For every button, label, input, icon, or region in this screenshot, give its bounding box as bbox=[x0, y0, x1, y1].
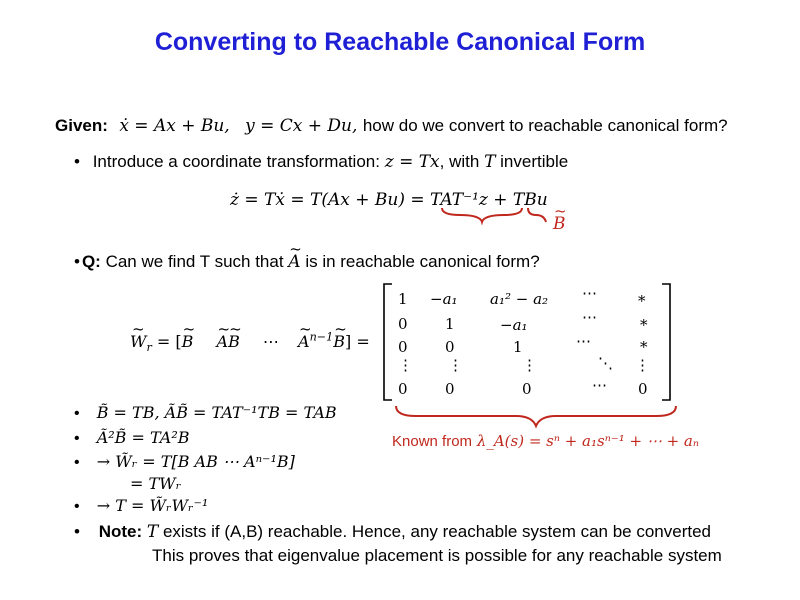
bullet-dot: • bbox=[74, 454, 80, 471]
bullet-b-tilde bbox=[74, 403, 337, 423]
wr-equation: ~ $W_r$ = [~ B ~ A~ B ⋯ ~ $A^{n-1}\sim$ B] = bbox=[130, 332, 370, 351]
state-equation: ẋ = Ax + Bu, bbox=[119, 116, 230, 136]
page-title: Converting to Reachable Canonical Form bbox=[154, 28, 646, 56]
q-label: Q: bbox=[81, 252, 101, 271]
underbrace-group bbox=[440, 205, 550, 227]
matrix-cell: * bbox=[640, 338, 648, 356]
matrix-cell: 1 bbox=[513, 338, 523, 356]
matrix-cell: 1 bbox=[445, 315, 455, 333]
bullet-text-tail-pre: , with bbox=[439, 152, 480, 171]
matrix-cell: 0 bbox=[398, 338, 408, 356]
wr-exponent: n−1 bbox=[309, 330, 334, 344]
matrix-cell: ⋮ bbox=[448, 356, 463, 374]
wr-col-b: ~ B bbox=[182, 332, 194, 351]
given-question: how do we convert to reachable canonical form? bbox=[362, 116, 728, 135]
matrix-underbrace bbox=[392, 404, 682, 430]
matrix-underbrace-path bbox=[396, 406, 676, 426]
right-bracket bbox=[662, 284, 670, 400]
matrix-cell: ⋯ bbox=[582, 284, 597, 302]
bullet-a2-b bbox=[74, 428, 190, 448]
note-line bbox=[74, 522, 711, 542]
matrix-cell: * bbox=[638, 292, 646, 310]
bullet-equation: B̃ = TB, ÃB̃ = TAT⁻¹TB = TAB bbox=[96, 403, 337, 422]
bullet-coordinate-transform bbox=[74, 152, 568, 172]
bullet-dot: • bbox=[74, 252, 80, 271]
bullet-dot: • bbox=[74, 405, 80, 422]
matrix-cell: −a₁ bbox=[500, 316, 528, 334]
note-label: Note: bbox=[98, 522, 143, 541]
bullet-wr-tilde bbox=[74, 452, 295, 472]
matrix-cell: 0 bbox=[445, 380, 455, 398]
matrix-cell: a₁² − a₂ bbox=[490, 290, 549, 308]
bullet-text: Introduce a coordinate transformation: bbox=[92, 152, 380, 171]
bullet-question bbox=[74, 252, 540, 272]
note-line-2: This proves that eigenvalue placement is possible for any reachable system bbox=[152, 546, 722, 565]
bullet-dot: • bbox=[74, 430, 80, 447]
left-bracket bbox=[384, 284, 392, 400]
bullet-t-formula bbox=[74, 496, 208, 516]
output-equation: y = Cx + Du, bbox=[245, 116, 358, 136]
matrix-cell: 1 bbox=[398, 290, 408, 308]
q-text: Can we find T such that bbox=[105, 252, 284, 271]
matrix-cell: 0 bbox=[398, 380, 408, 398]
matrix-cell: * bbox=[640, 316, 648, 334]
bullet-equation: = TWᵣ bbox=[130, 474, 182, 493]
z-dot-equation: ż = Tẋ = T(Ax + Bu) = TAT⁻¹z + TBu bbox=[230, 190, 548, 210]
given-label: Given: bbox=[55, 116, 108, 135]
given-line bbox=[55, 116, 728, 136]
underbrace-b-tilde bbox=[528, 208, 546, 222]
matrix-cell: −a₁ bbox=[430, 290, 458, 308]
bullet-text-tail-var: T bbox=[484, 152, 496, 172]
wr-lhs: ~ W bbox=[130, 332, 146, 351]
matrix-cell: ⋯ bbox=[592, 376, 607, 394]
bullet-text-tail-post: invertible bbox=[500, 152, 569, 171]
char-poly-equation: λ_A(s) = sⁿ + a₁sⁿ⁻¹ + ⋯ + aₙ bbox=[476, 432, 699, 450]
matrix-cell: 0 bbox=[398, 315, 408, 333]
bullet-equation: → W̃ᵣ = T[B AB ⋯ Aⁿ⁻¹B] bbox=[96, 452, 295, 471]
matrix-cell: ⋮ bbox=[635, 356, 650, 374]
transform-equation: z = Tx bbox=[384, 152, 440, 172]
bullet-dot: • bbox=[74, 498, 80, 515]
matrix-cell: ⋱ bbox=[598, 354, 613, 372]
bullet-equation: → T = W̃ᵣWᵣ⁻¹ bbox=[96, 496, 209, 515]
bullet-dot: • bbox=[74, 522, 80, 541]
b-tilde-symbol: ~ B bbox=[553, 214, 566, 234]
b-tilde-label bbox=[553, 214, 566, 234]
bullet-equation: Ã²B̃ = TA²B bbox=[96, 428, 190, 447]
matrix-cell: 0 bbox=[445, 338, 455, 356]
a-tilde-symbol: ~ A bbox=[288, 252, 300, 272]
matrix-cell: ⋯ bbox=[576, 332, 591, 350]
underbrace-a-tilde bbox=[442, 208, 522, 222]
known-from-label: Known from bbox=[392, 433, 473, 450]
matrix-cell: 0 bbox=[638, 380, 648, 398]
wr-col-ab-b: ~ B bbox=[228, 332, 240, 351]
matrix-cell: 0 bbox=[522, 380, 532, 398]
note-line-1: exists if (A,B) reachable. Hence, any reachable system can be converted bbox=[162, 522, 712, 541]
wr-sub: r bbox=[146, 341, 152, 355]
matrix-cell: ⋯ bbox=[582, 308, 597, 326]
matrix-cell: ⋮ bbox=[522, 356, 537, 374]
bullet-twr bbox=[118, 474, 181, 493]
known-from-caption bbox=[392, 432, 699, 450]
wr-ellipsis: ⋯ bbox=[262, 332, 279, 351]
bullet-dot: • bbox=[74, 152, 80, 171]
note-var: T bbox=[146, 522, 159, 542]
q-tail: is in reachable canonical form? bbox=[305, 252, 540, 271]
matrix-cell: ⋮ bbox=[398, 356, 413, 374]
